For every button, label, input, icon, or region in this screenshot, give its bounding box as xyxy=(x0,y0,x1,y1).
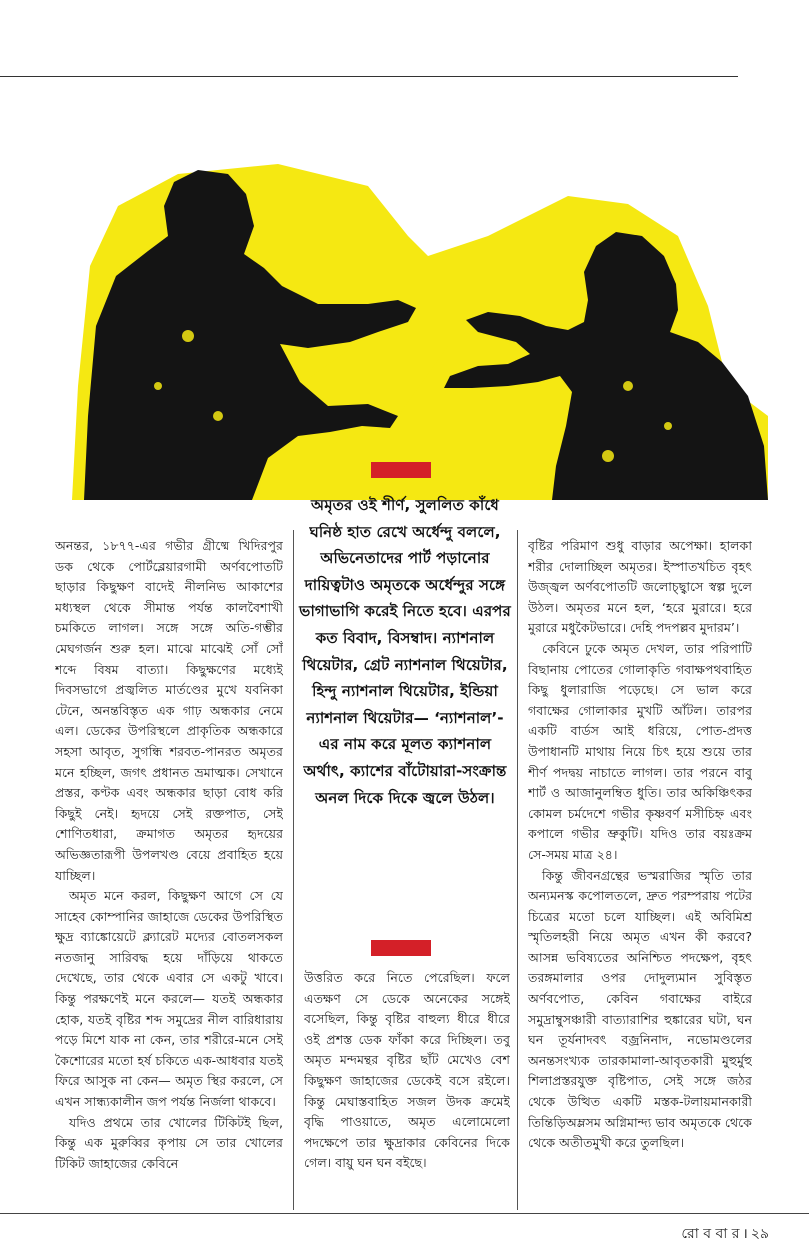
pull-quote: অমৃতর ওই শীর্ণ, সুললিত কাঁধে ঘনিষ্ঠ হাত রেখে অর্ধেন্দু বললে, অভিনেতাদের পার্ট পড়ানোর দায়িত্বটাও অমৃতকে অর্ধেন্দুর সঙ্গে ভাগাভাগি করেই নিতে হবে। এরপর কত বিবাদ, বিসম্বাদ। ন্যাশনাল থিয়েটার, গ্রেট ন্যাশনাল থিয়েটার, হিন্দু ন্যাশনাল থিয়েটার, ইন্ডিয়া ন্যাশনাল থিয়েটার— ‘ন্যাশনাল’- এর নাম করে মূলত ক্যাশনাল অর্থাৎ, ক্যাশের বাঁটোয়ারা-সংক্রান্ত অনল দিকে দিকে জ্বলে উঠল। xyxy=(299,496,511,807)
paragraph: যদিও প্রথমে তার খোলের টিকিটই ছিল, কিন্তু এক মুরুব্বির কৃপায় সে তার খোলের টিকিট জাহাজের কেবিনে xyxy=(55,1114,283,1171)
paragraph: কেবিনে ঢুকে অমৃত দেখল, তার পরিপাটি বিছানায় পোতের গোলাকৃতি গবাক্ষপথবাহিত কিছু ধুলারাজি পড়েছে। সে ভাল করে গবাক্ষের গোলাকার মুখটি আঁটল। তারপর একটি বার্ডস আই ধরিয়ে, পোত-প্রদত্ত উপাধানটি মাথায় নিয়ে চিৎ হয়ে শুয়ে তার শীর্ণ পদদ্বয় নাচাতে লাগল। তার পরনে বাবু শার্ট ও আজানুলম্বিত ধুতি। তার অকিঞ্চিৎকর কোমল চর্মদেশে গভীর কৃষ্ণবর্ণ মসীচিহ্ন এবং কপালে গভীর ভ্রুকুটি। যদিও তার বয়ঃক্রম সে-সময় মাত্র ২৪। xyxy=(528,640,752,862)
column-middle xyxy=(304,968,510,1204)
top-rule xyxy=(0,76,738,77)
paragraph: অনন্তর, ১৮৭৭-এর গভীর গ্রীষ্মে খিদিরপুর ডক থেকে পোর্টব্লেয়ারগামী অর্ণবপোতটি ছাড়ার কিছুক্ষণ বাদেই নীলনিভ আকাশের মধ্যস্থল থেকে সীমান্ত পর্যন্ত কালবৈশাখী চমকিতে লাগল। সঙ্গে সঙ্গে অতি-গম্ভীর মেঘগর্জন শুরু হল। মাঝে মাঝেই সোঁ সোঁ শব্দে বিষম বাত্যা। কিছুক্ষণের মধ্যেই দিবসভাগে প্রজ্বলিত মার্তণ্ডের মুখে যবনিকা টেনে, অনন্তবিস্তৃত এক গাঢ় অন্ধকার নেমে এল। ডেকের উপরিস্থলে প্রাকৃতিক অন্ধকারে সহসা আবৃত, সুগন্ধি শরবত-পানরত অমৃতর মনে হচ্ছিল, জগৎ প্রধানত ভ্রমাত্মক। সেখানে প্রস্তর, কণ্টক এবং অন্ধকার ছাড়া বোধ করি কিছুই নেই। হৃদয়ে সেই রক্তপাত, সেই শোণিতধারা, ক্রমাগত অমৃতর হৃদয়ের অভিজ্ঞতারূপী উপলখণ্ড বেয়ে প্রবাহিত হয়ে যাচ্ছিল। xyxy=(55,538,283,883)
column-divider xyxy=(293,530,294,1210)
magazine-name: রো ব বা র xyxy=(681,1226,740,1242)
red-accent-bar xyxy=(371,940,431,956)
paragraph: বৃষ্টির পরিমাণ শুধু বাড়ার অপেক্ষা। হালকা শরীর দোলাচ্ছিল অমৃতর। ইস্পাতখচিত বৃহৎ উজ্জ্বল অর্ণবপোতটি জলোচ্ছ্বাসে স্বল্প দুলে উঠল। অমৃতর মনে হল, ‘হরে মুরারে। হরে মুরারে মধুকৈটভারে। দেহি পদপল্লব মুদারম’। xyxy=(528,538,752,636)
paragraph: কিন্তু জীবনগ্রন্থের ভস্মরাজির স্মৃতি তার অন্যমনস্ক কপোলতলে, দ্রুত পরম্পরায় পটের চিত্রের মতো চলে যাচ্ছিল। এই অবিমিশ্র স্মৃতিলহরী নিয়ে অমৃত এখন কী করবে? আসন্ন ভবিষ্যতের অনিশ্চিত পদক্ষেপ, বৃহৎ তরঙ্গমালার ওপর দোদুল্যমান সুবিস্তৃত অর্ণবপোত, কেবিন গবাক্ষের বাইরে সমুদ্রাম্বুসঞ্চারী বাত্যারাশির হুঙ্কারের ঘটা, ঘন ঘন তূর্যনাদবৎ বজ্রনিনাদ, নভোমণ্ডলের অনন্তসংখ্যক তারকামালা-আবৃতকারী মুহুর্মুহু শিলাপ্রস্তরযুক্ত বৃষ্টিপাত, সেই সঙ্গে জঠর থেকে উত্থিত একটি মস্তক-টলায়মানকারী তিন্তিড়িঅম্লসম অগ্নিমান্দ্য ভাব অমৃতকে থেকে থেকে অতীতমুখী করে তুলছিল। xyxy=(528,867,752,1151)
column-divider xyxy=(517,530,518,1210)
column-left xyxy=(55,536,283,1204)
paragraph: উত্তরিত করে নিতে পেরেছিল। ফলে এতক্ষণ সে ডেকে অনেকের সঙ্গেই বসেছিল, কিন্তু বৃষ্টির বাহুল্য ধীরে ধীরে ওই প্রশস্ত ডেক ফাঁকা করে দিচ্ছিল। তবু অমৃত মন্দমন্থর বৃষ্টির ছাঁট মেখেও বেশ কিছুক্ষণ জাহাজের ডেকেই বসে রইলে। কিন্তু মেঘাস্তবাহিত সজল উদক ক্রমেই বৃদ্ধি পাওয়াতে, অমৃত এলোমেলো পদক্ষেপে তার ক্ষুদ্রাকার কেবিনের দিকে গেল। বায়ু ঘন ঘন বইছে। xyxy=(304,970,510,1171)
illustration-svg xyxy=(68,86,768,500)
footer-separator: । xyxy=(742,1226,748,1242)
illustration xyxy=(68,86,768,500)
paragraph: অমৃত মনে করল, কিছুক্ষণ আগে সে যে সাহেব কোম্পানির জাহাজে ডেকের উপরিস্থিত ক্ষুদ্র ব্যাঙ্কোয়েটে ক্ল্যারেট মদ্যের বোতলসকল নতজানু সারিবদ্ধ হয়ে দাঁড়িয়ে থাকতে দেখেছে, তার থেকে এবার সে একটু খাবে। কিন্তু পরক্ষণেই মনে করলে— যতই অন্ধকার হোক, যতই বৃষ্টির শব্দ সমুদ্রের নীল বারিধারায় পড়ে মিশে যাক না কেন, তার শরীরে-মনে সেই কৈশোরের মতো হর্ষ চকিতে এক-আধবার যতই ফিরে আসুক না কেন— অমৃত স্থির করলে, সে এখন সান্ধ্যকালীন জপ পর্যন্ত নির্জলা থাকবে। xyxy=(55,888,283,1110)
red-accent-bar xyxy=(371,462,431,478)
page-footer xyxy=(681,1222,769,1246)
bottom-rule xyxy=(0,1213,809,1214)
page-number: ২৯ xyxy=(750,1226,769,1242)
column-right xyxy=(528,536,752,1204)
